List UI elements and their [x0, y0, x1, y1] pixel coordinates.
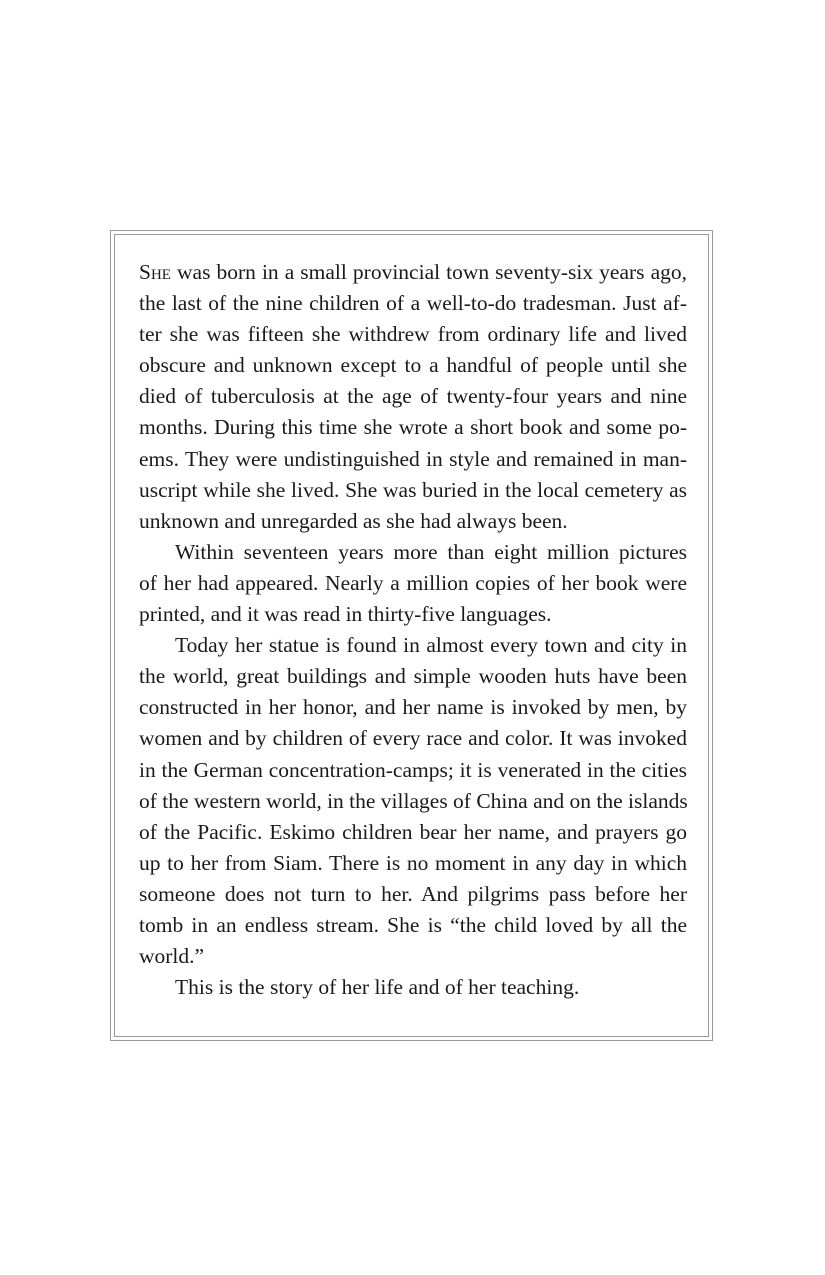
- text-line: [139, 257, 687, 288]
- text-line: unknown and unregarded as she had always been.: [139, 508, 568, 533]
- text-line: tomb in an endless stream. She is “the child loved by all the: [139, 912, 687, 937]
- paragraph-2: [139, 537, 687, 630]
- text-line: someone does not turn to her. And pilgrims pass before her: [139, 881, 687, 906]
- text-line: of her had appeared. Nearly a million copies of her book were: [139, 570, 687, 595]
- text-line: months. During this time she wrote a short book and some po-: [139, 415, 687, 440]
- text-line: the last of the nine children of a well-to-do tradesman. Just af-: [139, 291, 687, 316]
- text-line: in the German concentration-camps; it is venerated in the cities: [139, 757, 687, 782]
- text-line: obscure and unknown except to a handful of people until she: [139, 353, 687, 378]
- text-line: world.”: [139, 944, 205, 969]
- opening-small-caps-word: She: [139, 260, 171, 284]
- paragraph-4: [139, 972, 687, 1003]
- text-line: women and by children of every race and color. It was invoked: [139, 726, 687, 751]
- text-line: This is the story of her life and of her teaching.: [175, 975, 580, 1000]
- text-line: Within seventeen years more than eight million pictures: [175, 539, 687, 564]
- text-line: constructed in her honor, and her name is invoked by men, by: [139, 695, 687, 720]
- paragraph-1: [139, 257, 687, 537]
- text-line: up to her from Siam. There is no moment in any day in which: [139, 850, 687, 875]
- text-line: ems. They were undistinguished in style and remained in man-: [139, 446, 687, 471]
- text-line: of the Pacific. Eskimo children bear her name, and prayers go: [139, 819, 687, 844]
- text-line: uscript while she lived. She was buried in the local cemetery as: [139, 477, 687, 502]
- text-line: died of tuberculosis at the age of twenty-four years and nine: [139, 384, 687, 409]
- text-line: of the western world, in the villages of China and on the islands: [139, 788, 688, 813]
- text-line: ter she was fifteen she withdrew from ordinary life and lived: [139, 322, 687, 347]
- text-line: the world, great buildings and simple wooden huts have been: [139, 664, 687, 689]
- paragraph-3: [139, 630, 687, 972]
- text-line-content: was born in a small provincial town seventy-six years ago,: [170, 260, 687, 284]
- text-line: Today her statue is found in almost every town and city in: [175, 633, 687, 658]
- text-line: printed, and it was read in thirty-five languages.: [139, 602, 552, 627]
- body-text: [139, 257, 687, 1003]
